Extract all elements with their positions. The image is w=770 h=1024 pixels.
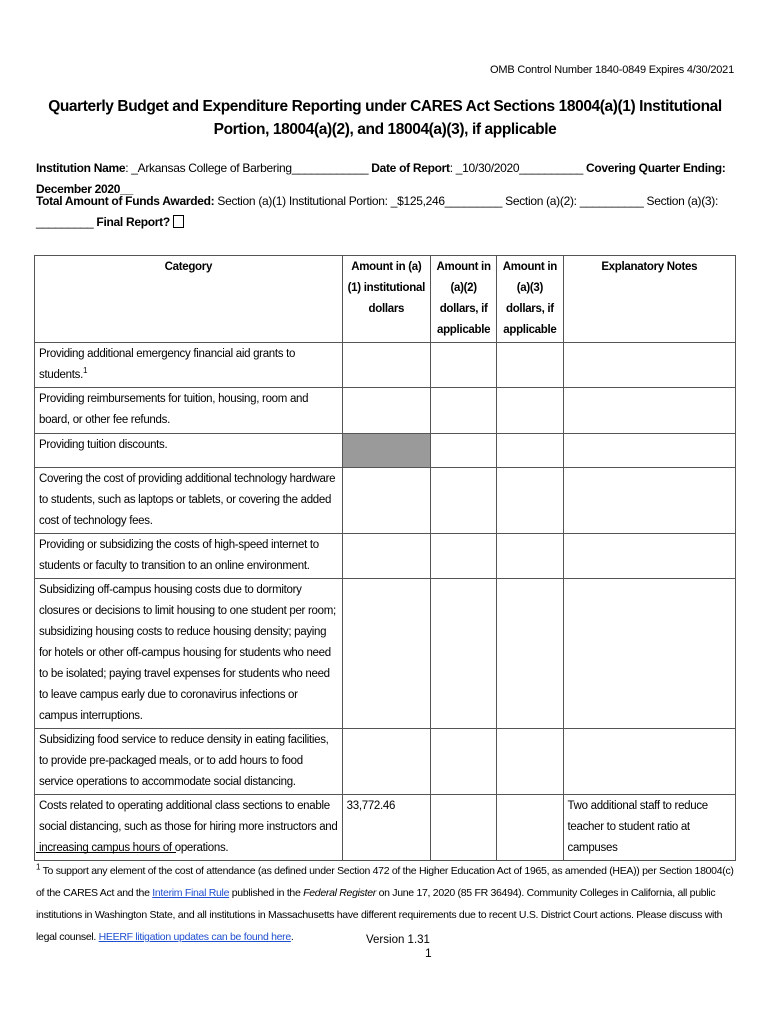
category-cell: Costs related to operating additional class sections to enable social distancing, such as those for hiring more instructors and increasing campus hours of operations.	[35, 795, 343, 861]
footnote-ref: 1	[82, 366, 88, 376]
table-row	[35, 795, 736, 861]
institution-name-value: : _Arkansas College of Barbering____________	[125, 161, 369, 175]
heerf-litigation-link[interactable]: HEERF litigation updates can be found here	[98, 931, 291, 943]
amount-a1-cell[interactable]	[342, 579, 430, 729]
final-report-label: Final Report?	[96, 215, 170, 229]
footnote-number: 1	[36, 862, 41, 872]
category-cell: Subsidizing off-campus housing costs due to dormitory closures or decisions to limit housing to one student per room; subsidizing housing costs to reduce housing density; paying for hotels or other off-campus housing for students who need to be isolated; paying travel expenses for students who need to leave campus early due to coronavirus infections or campus interruptions.	[35, 579, 343, 729]
version-label: Version 1.31	[366, 934, 430, 946]
header-amount-a2: Amount in (a)(2) dollars, if applicable	[430, 256, 496, 343]
table-header-row	[35, 256, 736, 343]
amount-a3-cell[interactable]	[497, 434, 563, 468]
interim-final-rule-link[interactable]: Interim Final Rule	[152, 887, 230, 899]
amount-a3-cell[interactable]	[497, 579, 563, 729]
header-amount-a1: Amount in (a)(1) institutional dollars	[342, 256, 430, 343]
category-cell: Providing or subsidizing the costs of high-speed internet to students or faculty to transition to an online environment.	[35, 534, 343, 579]
amount-a2-cell[interactable]	[430, 534, 496, 579]
federal-register-text: Federal Register	[303, 887, 376, 899]
amount-a3-cell[interactable]	[497, 795, 563, 861]
amount-a3-cell[interactable]	[497, 468, 563, 534]
footnote: $^1$ To support any element of the cost of attendance (as defined under Section 472 of the Higher Education Act of 1965, as amended (HEA)) per Section 18004(c) of the CARES Act and the Interim Final Rule published in the Federal Register on June 17, 2020 (85 FR 36494). Community Colleges in California, all public institutions in Washington State, and all institutions in Massachusetts have different requirements due to recent U.S. District Court actions. Please discuss with legal counsel. HEERF litigation updates can be found here.	[36, 862, 734, 943]
amount-a2-cell[interactable]	[430, 795, 496, 861]
header-category: Category	[35, 256, 343, 343]
amount-a1-cell[interactable]	[342, 388, 430, 434]
header-amount-a3: Amount in (a)(3) dollars, if applicable	[497, 256, 563, 343]
category-cell: Covering the cost of providing additional technology hardware to students, such as laptops or tablets, or covering the added cost of technology fees.	[35, 468, 343, 534]
table-row	[35, 434, 736, 468]
amount-a2-cell[interactable]	[430, 388, 496, 434]
funds-line	[36, 191, 736, 233]
amount-a3-cell[interactable]	[497, 729, 563, 795]
category-cell: Providing additional emergency financial aid grants to students.$^1$	[35, 343, 343, 388]
amount-a3-cell[interactable]	[497, 343, 563, 388]
amount-a2-cell[interactable]	[430, 468, 496, 534]
table-row	[35, 579, 736, 729]
category-cell: Subsidizing food service to reduce density in eating facilities, to provide pre-packaged meals, or to add hours to food service operations to accommodate social distancing.	[35, 729, 343, 795]
table-row	[35, 468, 736, 534]
funds-a3: Section (a)(3): _________	[36, 194, 719, 229]
notes-cell[interactable]	[563, 534, 735, 579]
notes-cell[interactable]	[563, 579, 735, 729]
amount-a2-cell[interactable]	[430, 729, 496, 795]
funds-awarded-label: Total Amount of Funds Awarded:	[36, 194, 215, 208]
amount-a2-cell[interactable]	[430, 434, 496, 468]
amount-a3-cell[interactable]	[497, 534, 563, 579]
notes-cell[interactable]: Two additional staff to reduce teacher to student ratio at campuses	[563, 795, 735, 861]
final-report-checkbox[interactable]	[173, 215, 184, 228]
budget-table	[34, 255, 736, 861]
amount-a1-cell[interactable]	[342, 468, 430, 534]
amount-a1-cell-disabled	[342, 434, 430, 468]
table-row	[35, 534, 736, 579]
funds-a1: Section (a)(1) Institutional Portion: _$125,246_________	[214, 194, 503, 208]
institution-name-label: Institution Name	[36, 161, 126, 175]
table-row	[35, 343, 736, 388]
omb-control-number: OMB Control Number 1840-0849 Expires 4/30/2021	[490, 64, 734, 76]
notes-cell[interactable]	[563, 434, 735, 468]
amount-a1-cell[interactable]: 33,772.46	[342, 795, 430, 861]
table-row	[35, 388, 736, 434]
notes-cell[interactable]	[563, 468, 735, 534]
notes-cell[interactable]	[563, 343, 735, 388]
page-number: 1	[425, 946, 432, 960]
amount-a1-cell[interactable]	[342, 729, 430, 795]
notes-cell[interactable]	[563, 729, 735, 795]
amount-a2-cell[interactable]	[430, 579, 496, 729]
covering-quarter-label: Covering Quarter Ending: December 2020__	[36, 161, 726, 196]
category-cell: Providing reimbursements for tuition, housing, room and board, or other fee refunds.	[35, 388, 343, 434]
category-cell: Providing tuition discounts.	[35, 434, 343, 468]
table-row	[35, 729, 736, 795]
amount-a2-cell[interactable]	[430, 343, 496, 388]
header-explanatory-notes: Explanatory Notes	[563, 256, 735, 343]
amount-a1-cell[interactable]	[342, 343, 430, 388]
funds-a2: Section (a)(2): __________	[505, 194, 644, 208]
footnote-divider	[36, 852, 176, 853]
amount-a3-cell[interactable]	[497, 388, 563, 434]
date-of-report-value: : _10/30/2020__________	[449, 161, 583, 175]
notes-cell[interactable]	[563, 388, 735, 434]
page-title: Quarterly Budget and Expenditure Reporting under CARES Act Sections 18004(a)(1) Institutional Portion, 18004(a)(2), and 18004(a)(3), if applicable	[48, 98, 722, 138]
amount-a1-cell[interactable]	[342, 534, 430, 579]
date-of-report-label: Date of Report	[371, 161, 450, 175]
